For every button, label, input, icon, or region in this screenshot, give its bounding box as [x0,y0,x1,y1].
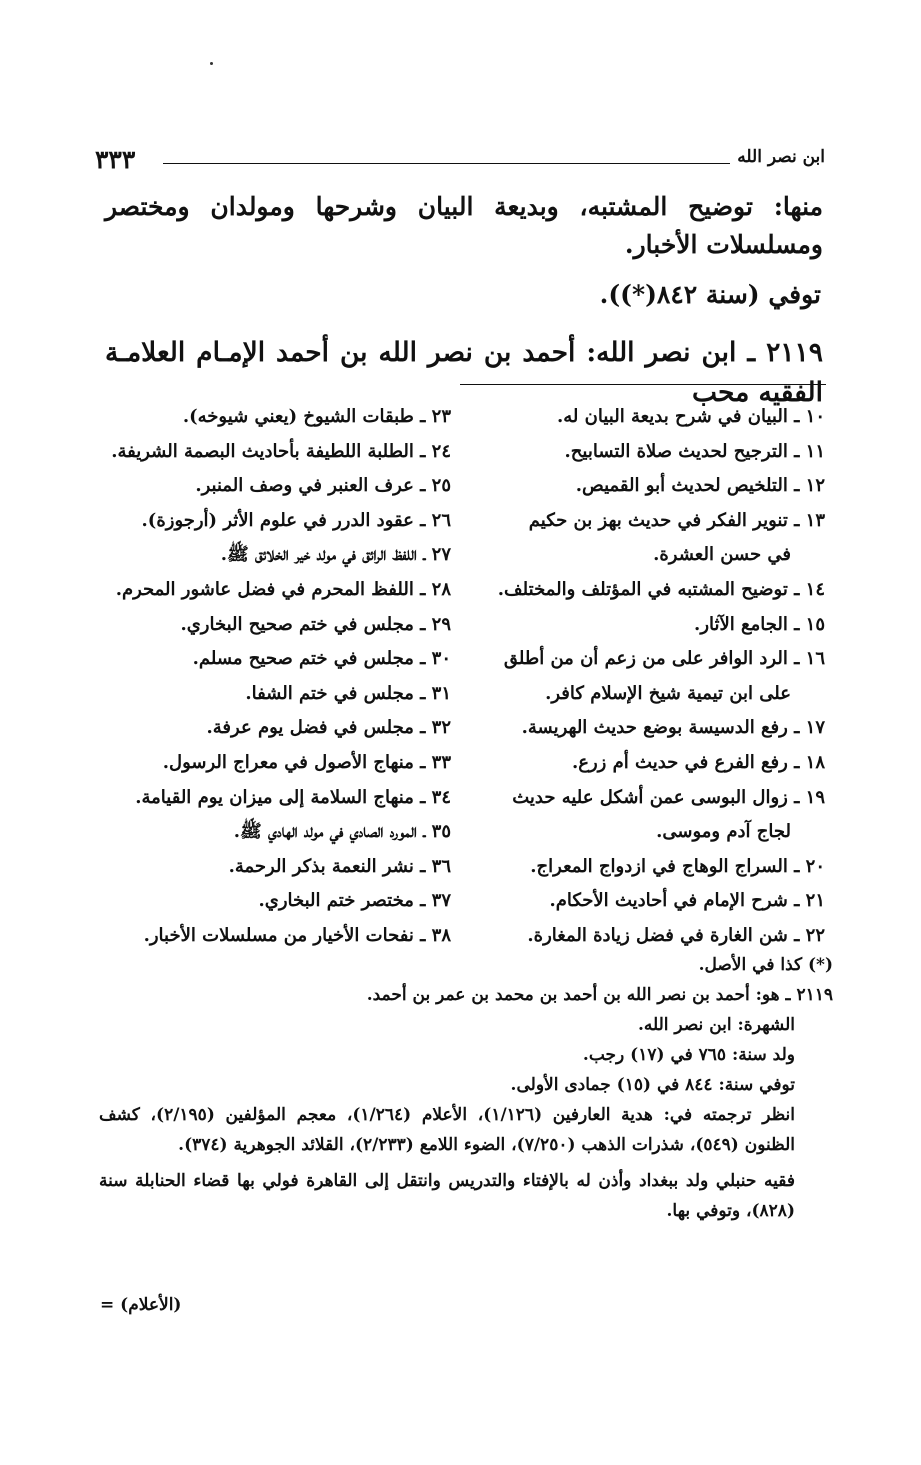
work-item: ٣٥ ـ المورد الصادي في مولد الهادي ﷺ. [233,821,451,843]
works-list-right [445,400,825,954]
work-item: ٣٠ ـ مجلس في ختم صحيح مسلم. [192,648,451,670]
work-item: ٢٣ ـ طبقات الشيوخ (يعني شيوخه). [182,406,451,427]
work-item: ١٠ ـ البيان في شرح بديعة البيان له. [556,406,825,427]
work-item-continuation: في حسن العشرة. [653,544,791,566]
work-item: ٣٦ ـ نشر النعمة بذكر الرحمة. [228,855,451,877]
work-item: ٣٤ ـ منهاج السلامة إلى ميزان يوم القيامة. [135,786,451,808]
work-item: ١٨ ـ رفع الفرع في حديث أم زرع. [571,751,825,773]
footnote-fame: الشهرة: ابن نصر الله. [637,1015,795,1035]
work-item: ٢١ ـ شرح الإمام في أحاديث الأحكام. [549,890,825,912]
running-title: ابن نصر الله [731,147,825,167]
work-item: ١١ ـ الترجيح لحديث صلاة التسابيح. [564,440,825,462]
work-item: ٢٥ ـ عرف العنبر في وصف المنبر. [195,475,451,497]
footnote-sources: انظر ترجمته في: هدية العارفين (١/١٢٦)، الأعلام (١/٢٦٤)، معجم المؤلفين (٢/١٩٥)، كشف الظنون (٥٤٩)، شذرات الذهب (٧/٢٥٠)، الضوء اللامع (٢/٢٣٣)، القلائد الجوهرية (٣٧٤). [99,1105,795,1155]
work-item: ٣٨ ـ نفحات الأخيار من مسلسلات الأخبار. [143,924,451,946]
work-item: ١٢ ـ التلخيص لحديث أبو القميص. [575,475,825,497]
work-item: ٢٤ ـ الطلبة اللطيفة بأحاديث البصمة الشريفة. [111,440,451,462]
footnote-rule [460,384,826,385]
footnote-star: (*) كذا في الأصل. [698,955,833,975]
entry-number: ٢١١٩ ـ ابن نصر الله: [586,337,823,368]
work-item-continuation: لجاج آدم وموسى. [656,821,791,843]
work-item: ٢٩ ـ مجلس في ختم صحيح البخاري. [180,613,451,635]
work-item: ١٤ ـ توضيح المشتبه في المؤتلف والمختلف. [497,578,825,600]
work-item: ٢٦ ـ عقود الدرر في علوم الأثر (أرجوزة). [141,509,451,531]
work-item: ١٩ ـ زوال البوسى عمن أشكل عليه حديث [512,786,825,808]
work-item: ٣٢ ـ مجلس في فضل يوم عرفة. [206,717,451,739]
work-item: ١٦ ـ الرد الوافر على من زعم أن من أطلق [503,648,825,670]
header-rule [163,163,730,164]
work-item: ٢٢ ـ شن الغارة في فضل زيادة المغارة. [527,924,825,946]
works-list-left [91,400,451,954]
death-line: توفي (سنة ٨٤٢(*)). [599,280,821,309]
footnotes [93,950,833,1226]
work-item: ٣١ ـ مجلس في ختم الشفا. [245,682,451,704]
work-item: ٣٧ ـ مختصر ختم البخاري. [258,890,451,912]
speck [210,62,213,65]
footnote-born: ولد سنة: ٧٦٥ في (١٧) رجب. [582,1045,795,1065]
page-header [95,145,825,177]
work-item: ١٣ ـ تنوير الفكر في حديث بهز بن حكيم [528,509,825,531]
footnote-entry: ٢١١٩ ـ هو: أحمد بن نصر الله بن أحمد بن محمد بن عمر بن أحمد. [366,985,833,1005]
work-item: ١٥ ـ الجامع الآثار. [694,613,825,635]
work-item: ٢٧ ـ اللفظ الرائق في مولد خير الخلائق ﷺ. [220,544,451,566]
work-item: ٣٣ ـ منهاج الأصول في معراج الرسول. [162,751,451,773]
continuation-note: (الأعلام) = [100,1295,182,1315]
work-item: ١٧ ـ رفع الدسيسة بوضع حديث الهريسة. [521,717,825,739]
work-item: ٢٨ ـ اللفظ المحرم في فضل عاشور المحرم. [115,578,451,600]
footnote-died: توفي سنة: ٨٤٤ في (١٥) جمادى الأولى. [510,1075,795,1095]
entry-text: أحمد بن نصر الله بن أحمد الإمـام العلامـة الفقيه محب [105,337,823,408]
work-item: ٢٠ ـ السراج الوهاج في ازدواج المعراج. [530,855,825,877]
page-number: ٣٣٣ [95,145,141,174]
footnote-bio: فقيه حنبلي ولد ببغداد وأذن له بالإفتاء والتدريس وانتقل إلى القاهرة فولي بها قضاء الحنابلة سنة (٨٢٨)، وتوفي بها. [99,1171,795,1221]
body-paragraph: منها: توضيح المشتبه، وبديعة البيان وشرحها ومولدان ومختصر ومسلسلات الأخبار. [105,192,823,259]
work-item-continuation: على ابن تيمية شيخ الإسلام كافر. [545,682,791,704]
